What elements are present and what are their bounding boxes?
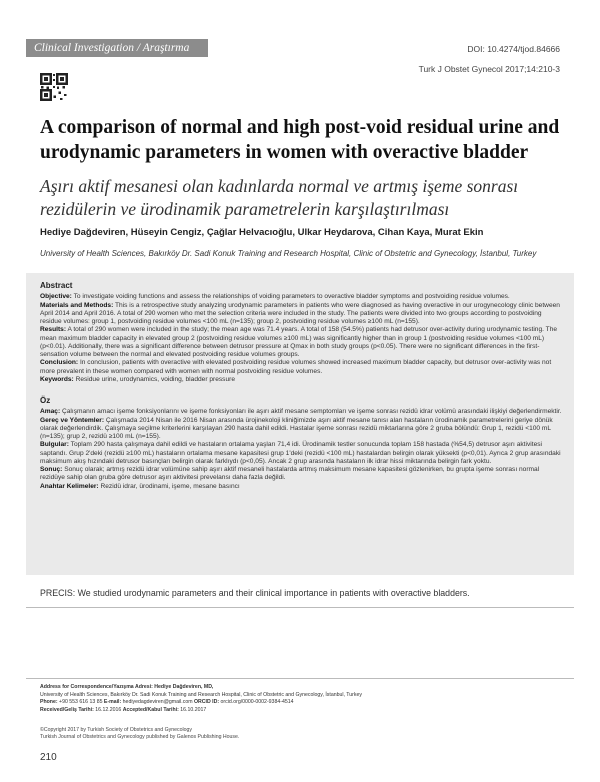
abstract-results: Results: A total of 290 women were included in the study; the mean age was 71.4 years. A total of 158 (54.5%) patients had detrusor over-activity during urodynamic testing. The mean maximum bladder capacity in elevated group 2 (postvoiding residue volumes ≥100 mL) was significantly higher than in group 1 (postvoiding residue volumes <100 mL) (p<0.01). Additionally, there was a significant difference between detrusor pressure at Qmax in both study groups (p<0.05). There were no significant differences in the first-sensation volume between the normal and elevated postvoiding residue volumes groups. [40,326,558,358]
divider [26,678,574,679]
abstract-heading: Abstract [40,281,73,290]
article-title: A comparison of normal and high post-void residual urine and urodynamic parameters in women with overactive bladder [40,117,560,163]
copyright: ©Copyright 2017 by Turkish Society of Obstetrics and Gynecology Turkish Journal of Obstetrics and Gynecology published by Galenos Publishing House. [40,727,240,740]
contact-line: Phone: +90 553 616 13 85 E-mail: hediyedagdeviren@gmail.com ORCID ID: orcid.org/0000-0002-9384-4514 [40,699,294,706]
oz-keywords: Anahtar Kelimeler: Rezidü idrar, ürodinami, işeme, mesane basıncı [40,482,240,490]
journal-citation: Turk J Obstet Gynecol 2017;14:210-3 [418,64,560,74]
section-label: Clinical Investigation / Araştırma [34,42,190,54]
dates-line: Received/Geliş Tarihi: 16.12.2016 Accepted/Kabul Tarihi: 16.10.2017 [40,707,207,714]
affiliation: University of Health Sciences, Bakırköy Dr. Sadi Konuk Training and Research Hospital, Clinic of Obstetric and Gynecology, İstanbul, Turkey [40,249,537,258]
authors: Hediye Dağdeviren, Hüseyin Cengiz, Çağlar Helvacıoğlu, Ulkar Heydarova, Cihan Kaya, Murat Ekin [40,227,484,238]
correspondence-address: Address for Correspondence/Yazışma Adresi: Hediye Dağdeviren, MD, [40,684,214,690]
orcid-link[interactable]: orcid.org/0000-0002-9384-4514 [220,699,294,706]
oz-heading: Öz [40,396,51,405]
article-subtitle-turkish: Aşırı aktif mesanesi olan kadınlarda normal ve artmış işeme sonrası rezidülerin ve ürodinamik parametrelerin karşılaştırılması [40,176,519,219]
abstract-keywords: Keywords: Residue urine, urodynamics, voiding, bladder pressure [40,375,235,383]
oz-amac: Amaç: Çalışmanın amacı işeme fonksiyonlarını ve işeme fonksiyonları ile aşırı aktif mesane semptomları ve işeme sonrası rezidü idrar volümü arasındaki ilişkiyi değerlendirmektir. [40,408,562,416]
correspondence-footer [40,684,560,715]
abstract-section [40,282,562,491]
oz-bulgular: Bulgular: Toplam 290 hasta çalışmaya dahil edildi ve hastaların ortalama yaşları 71,4 idi. Ürodinamik testler sonucunda toplam 158 hastada (%54,5) detrusor aşırı aktivitesi saptandı. Grup 2'deki (rezidü ≥100 mL) hastaların ortalama mesane kapasitesi grup 1'deki (rezidü <100 mL) hastalardan belirgin olarak yüksekti (p<0,01). Ayrıca 2 grup arasındaki maksimum akış hızındaki detrusor basınçları belirgin olarak farklıydı (p<0,05). Ancak 2 grup arasında hastaların ilk idrar hissi miktarında belirgin fark yoktu. [40,441,561,465]
oz-sonuc: Sonuç: Sonuç olarak; artmış rezidü idrar volümüne sahip aşırı aktif mesaneli hastalarda artmış maksimum mesane kapasitesi gözlenirken, bu grupta işeme sonrası normal rezidüye sahip olan gruba göre detrusor aşırı aktivitesi prevelansı daha fazla değildi. [40,466,540,482]
page-number: 210 [40,752,57,763]
oz-gerec: Gereç ve Yöntemler: Çalışmada 2014 Nisan ile 2016 Nisan arasında ürojinekoloji kliniğimizde aşırı aktif mesane tanısı alan hastaların ürodinamik parametrelerini geriye dönük olarak değerlendirdik. Çalışmaya seçilme kriterlerini karşılayan 290 hasta dahil edildi. Hastalar işeme sonrası rezidü miktarlarına göre 2 gruba bölündü: Grup 1, rezidü <100 mL (n=135); grup 2, rezidü ≥100 mL (n=155). [40,416,553,440]
divider [26,607,574,608]
abstract-conclusion: Conclusion: In conclusion, patients with overactive with elevated postvoiding residue volumes showed increased maximum bladder capacity, but detrusor over-activity was not more prevalent in these women compared with women with normal postvoiding residue volumes. [40,359,552,375]
abstract-methods: Materials and Methods: This is a retrospective study analyzing urodynamic parameters in patients who were diagnosed as having overactive in our urogynecology clinic between April 2014 and April 2016. A total of 290 women who met the selection criteria were included in the study. The patients were divided into two groups according to postvoiding residue volumes: group 1, postvoiding residue volumes <100 mL (n=135); group 2, postvoiding residue volumes ≥100 mL (n=155). [40,301,560,325]
abstract-objective: Objective: To investigate voiding functions and assess the relationships of voiding parameters to overactive bladder symptoms and postvoiding residue volumes. [40,293,510,301]
address-line: University of Health Sciences, Bakırköy Dr. Sadi Konuk Training and Research Hospital, Clinic of Obstetric and Gynecology, İstanbul, Turkey [40,691,362,698]
email-link[interactable]: hediyedagdeviren@gmail.com [122,699,193,706]
section-banner [26,39,208,57]
qr-code-icon [40,73,68,101]
doi[interactable]: DOI: 10.4274/tjod.84666 [467,44,560,54]
precis: PRECIS: We studied urodynamic parameters and their clinical importance in patients with overactive bladders. [40,588,470,598]
